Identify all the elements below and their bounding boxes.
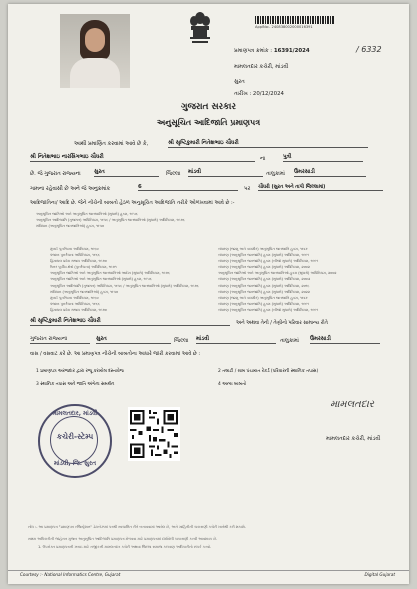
- applicant-name: શ્રી સૃષ્ટિકુમારી નિતેશભાઇ ચૌધરી: [168, 140, 368, 148]
- serial-label: ગામના રહેવાસી છે અને જે અનુક્રમાંક: [30, 186, 111, 192]
- order-item: બંધારણ (અનુસૂચિત જનજાતિ) હુકમ (સુધારો) અધિનિયમ, ૧૯૯૧: [218, 253, 310, 258]
- order-item: મુંબઈ પુનર્રચના અધિનિયમ, ૧૯૬૦: [50, 247, 99, 251]
- residence-taluka-label: તાલુકામાં: [280, 338, 299, 344]
- father-name: શ્રી નિતેશભાઇ નારસિંગભાઇ ચૌધરી: [30, 154, 255, 162]
- officer-signature: મામલતદાર: [330, 399, 374, 410]
- evidence-item: 3 સ્થાનિક તપાસ અને જાતિ અંગેના સમર્થન: [36, 382, 115, 387]
- order-item: બંધારણ (અનુસૂચિત જનજાતિ) હુકમ (સુધારો) અધિનિયમ, ૨૦૧૬: [218, 283, 310, 288]
- footer-courtesy: Courtesy :- National Informatics Centre, Gujarat: [20, 572, 121, 577]
- seal-bottom-text: માંડવી, જિ. સુરત: [53, 460, 97, 467]
- certificate-number-row: [234, 48, 310, 55]
- order-item: સંવિધાન (અનુસૂચિત જનજાતિઓ) હુકમ, ૧૯૫૦: [50, 289, 119, 294]
- tribe-label: પર: [244, 186, 251, 192]
- order-item: બંધારણ (અનુસૂચિત જનજાતિ) હુકમ (સુધારો) અધિનિયમ, ૨૦૨૨: [218, 289, 310, 294]
- relation-value: પુત્રી: [283, 154, 363, 162]
- state-emblem-icon: [186, 9, 214, 49]
- applicant-photo: [60, 14, 130, 88]
- resident-name: શ્રી સૃષ્ટિકુમારી નિતેશભાઇ ચૌધરી: [30, 318, 230, 326]
- subdistrict-label: તાલુકામાં: [266, 171, 285, 177]
- residence-note: વાસ / વસવાટ કરે છે. આ પ્રમાણપત્ર નીચેની બાબતોના આધારે જારી કરવામાં આવે છે :: [30, 351, 201, 357]
- order-item: હિમાચલ પ્રદેશ રાજ્ય અધિનિયમ, ૧૯૭૦: [50, 307, 107, 312]
- tribe-value: ચૌધરી (સુરત અને તાપી જિલ્લામાં): [258, 184, 383, 191]
- footer-brand: Digital Gujarat: [364, 572, 395, 577]
- order-item: હિમાચલ પ્રદેશ રાજ્ય અધિનિયમ, ૧૯૭૦: [50, 259, 107, 264]
- document-footer: [8, 570, 409, 580]
- certificate-page: [8, 4, 409, 584]
- residence-district-label: જિલ્લા: [174, 338, 189, 344]
- order-item: અનુસૂચિત જાતિઓ અને અનુસૂચિત જનજાતિઓ આદેશ (સુધારો) અધિનિયમ, ૧૯૭૬: [50, 271, 170, 276]
- issue-date-label: તારીખ :: [234, 91, 252, 97]
- application-number: ApplNo:- 240838002000016391: [255, 25, 313, 29]
- orders-left-column: [50, 246, 200, 313]
- note-3: 1. ઉપરોક્ત પ્રમાણપત્રની ખરાઇ માટે નજીકની મામલતદાર કચેરી અથવા જિલ્લા સમાજ કલ્યાણ અધિકારીનો સંપર્ક કરવો.: [38, 545, 212, 549]
- order-line: સંવિધાન (અનુસૂચિત જનજાતિઓ) હુકમ, ૧૯૫૦: [36, 224, 105, 229]
- certificate-number: 16391/2024: [273, 48, 310, 54]
- intro-text: આથી પ્રમાણિત કરવામાં આવે છે કે,: [74, 141, 149, 147]
- order-item: બંધારણ (અનુસૂચિત જનજાતિ) હુકમ (સુધારો) અધિનિયમ, ૨૦૦૨: [218, 265, 310, 270]
- order-item: બંધારણ (જમ્મુ અને કાશ્મીર) અનુસૂચિત જનજાતિ હુકમ, ૧૯૮૯: [218, 295, 308, 300]
- order-line: અનુસૂચિત આદિજાતિ (ગુજરાત) અધિનિયમ, ૧૯૫૬ / અનુસૂચિત જનજાતિઓ (સુધારો) અધિનિયમ, ૧૯૭૬: [36, 218, 185, 223]
- orders-intro: [36, 211, 396, 229]
- order-item: બંધારણ (અનુસૂચિત જનજાતિ) હુકમ (બીજો સુધારો) અધિનિયમ, ૧૯૯૧: [218, 307, 319, 312]
- residence-taluka: માંડવી: [196, 336, 276, 344]
- residence-district: સુરત: [96, 336, 171, 344]
- taluka-label: જિલ્લા: [166, 171, 181, 177]
- evidence-item: 4 અન્ય બાબતો: [218, 382, 247, 387]
- seal-middle-text: કચેરી-સ્ટેમ્પ: [56, 432, 94, 441]
- issuing-district: સુરત: [234, 79, 245, 85]
- office-seal: [38, 404, 112, 478]
- seal-top-text: મામલતદાર, માંડવી: [52, 410, 98, 417]
- evidence-item: 1 પ્રમાણપત્ર અરજદાર દ્વારા રજૂ કરાયેલ દસ્તાવેજ: [36, 369, 124, 374]
- qr-code-icon: [128, 407, 180, 461]
- order-item: ઉત્તર પૂર્વીય ક્ષેત્રો (પુનર્રચના) અધિનિયમ, ૧૯૭૧: [50, 265, 117, 270]
- issue-date: 20/12/2024: [252, 91, 284, 97]
- village-value: સુરત: [94, 169, 159, 177]
- handwritten-number: / 6332: [356, 45, 382, 54]
- family-label: અને અથવા તેની / તેણીનો પરિવાર સામાન્ય રીતે: [236, 321, 328, 326]
- note-2: સક્ષમ અધિકારીની જાહેરાત મુજબ અનુસૂચિત આદિજાતિ પ્રમાણપત્ર મેળવવા માટે પ્રમાણપત્રમાં દર્શાવેલી ચકાસણી કરવી આવશ્યક છે.: [28, 537, 218, 541]
- order-item: બંધારણ (અનુસૂચિત જનજાતિ) હુકમ (બીજો સુધારો) અધિનિયમ, ૧૯૯૧: [218, 259, 319, 264]
- order-item: પંજાબ પુનર્રચના અધિનિયમ, ૧૯૬૬: [50, 253, 100, 258]
- order-item: બંધારણ (અનુસૂચિત જનજાતિ) હુકમ (સુધારો) અધિનિયમ, ૨૦૦૩: [218, 277, 311, 282]
- issue-date-row: [234, 91, 284, 98]
- certificate-number-label: પ્રમાણપત્ર ક્રમાંક :: [234, 48, 273, 54]
- note-1: નોંધ :- આ પ્રમાણપત્ર "પ્રમાણપત્ર રજિસ્ટ્રેશન" ડેટાબેઝમાં પરથી સ્વચાલિત રીતે બનાવવામાં આવેલ છે, અને માહિતીની ચકાસણી કચેરી ખાતેથી કરી શકાશે.: [28, 525, 246, 529]
- order-item: અનુસૂચિત આદિજાતિ (ગુજરાત) અધિનિયમ, ૧૯૫૬ / અનુસૂચિત જનજાતિઓ (સુધારો) અધિનિયમ, ૧૯૭૬: [50, 283, 199, 288]
- certificate-title: અનુસૂચિત આદિજાતિ પ્રમાણપત્ર: [156, 118, 261, 127]
- order-line: અનુસૂચિત જાતિઓ અને અનુસૂચિત જનજાતિઓ (સુધારો) હુકમ, ૧૯૫૬: [36, 212, 138, 216]
- application-barcode: [255, 16, 335, 24]
- order-item: બંધારણ (જમ્મુ અને કાશ્મીર) અનુસૂચિત જનજાતિ હુકમ, ૧૯૮૯: [218, 247, 308, 251]
- issuing-office: મામલતદાર કચેરી, માંડવી: [234, 64, 289, 70]
- residence-village: ઉમરસાડી: [310, 336, 380, 344]
- state-prefix: ગુજરાત રાજ્યના: [30, 336, 90, 344]
- order-item: પંજાબ પુનર્રચના અધિનિયમ, ૧૯૬૬: [50, 301, 100, 306]
- subdistrict-value: ઉમરસાડી: [294, 169, 366, 177]
- serial-value: 6: [138, 184, 238, 191]
- orders-right-column: [218, 246, 378, 313]
- order-item: બંધારણ (અનુસૂચિત જનજાતિ) હુકમ (સુધારો) અધિનિયમ, ૧૯૯૧: [218, 301, 310, 306]
- order-item: અનુસૂચિત જાતિઓ અને અનુસૂચિત જનજાતિઓ (સુધારો) હુકમ, ૧૯૫૬: [50, 277, 152, 282]
- taluka-value: માંડવી: [188, 169, 263, 177]
- recognition-line: આદિજાતિના/ આદિ છે. જેને નીચેની બાબતો હેઠળ અનુસૂચિત આદિજાતિ તરીકે ઓળખવામાં આવે છે :-: [30, 200, 235, 206]
- order-item: અનુસૂચિત જાતિઓ અને અનુસૂચિત જનજાતિઓ હુકમ (સુધારો) અધિનિયમ, ૨૦૦૨: [218, 271, 337, 276]
- signatory-title: મામલતદાર કચેરી, માંડવી: [326, 436, 381, 442]
- relation-label: ના: [260, 156, 266, 162]
- evidence-item: 2 તલાટી / ગ્રામ પંચાયત રેકર્ડ (પરિવારની સ્થાનિક તપાસ): [218, 369, 319, 374]
- village-label: છે. જે ગુજરાત રાજ્યના: [30, 171, 81, 177]
- government-title: ગુજરાત સરકાર: [181, 102, 236, 112]
- order-item: મુંબઈ પુનર્રચના અધિનિયમ, ૧૯૬૦: [50, 295, 99, 300]
